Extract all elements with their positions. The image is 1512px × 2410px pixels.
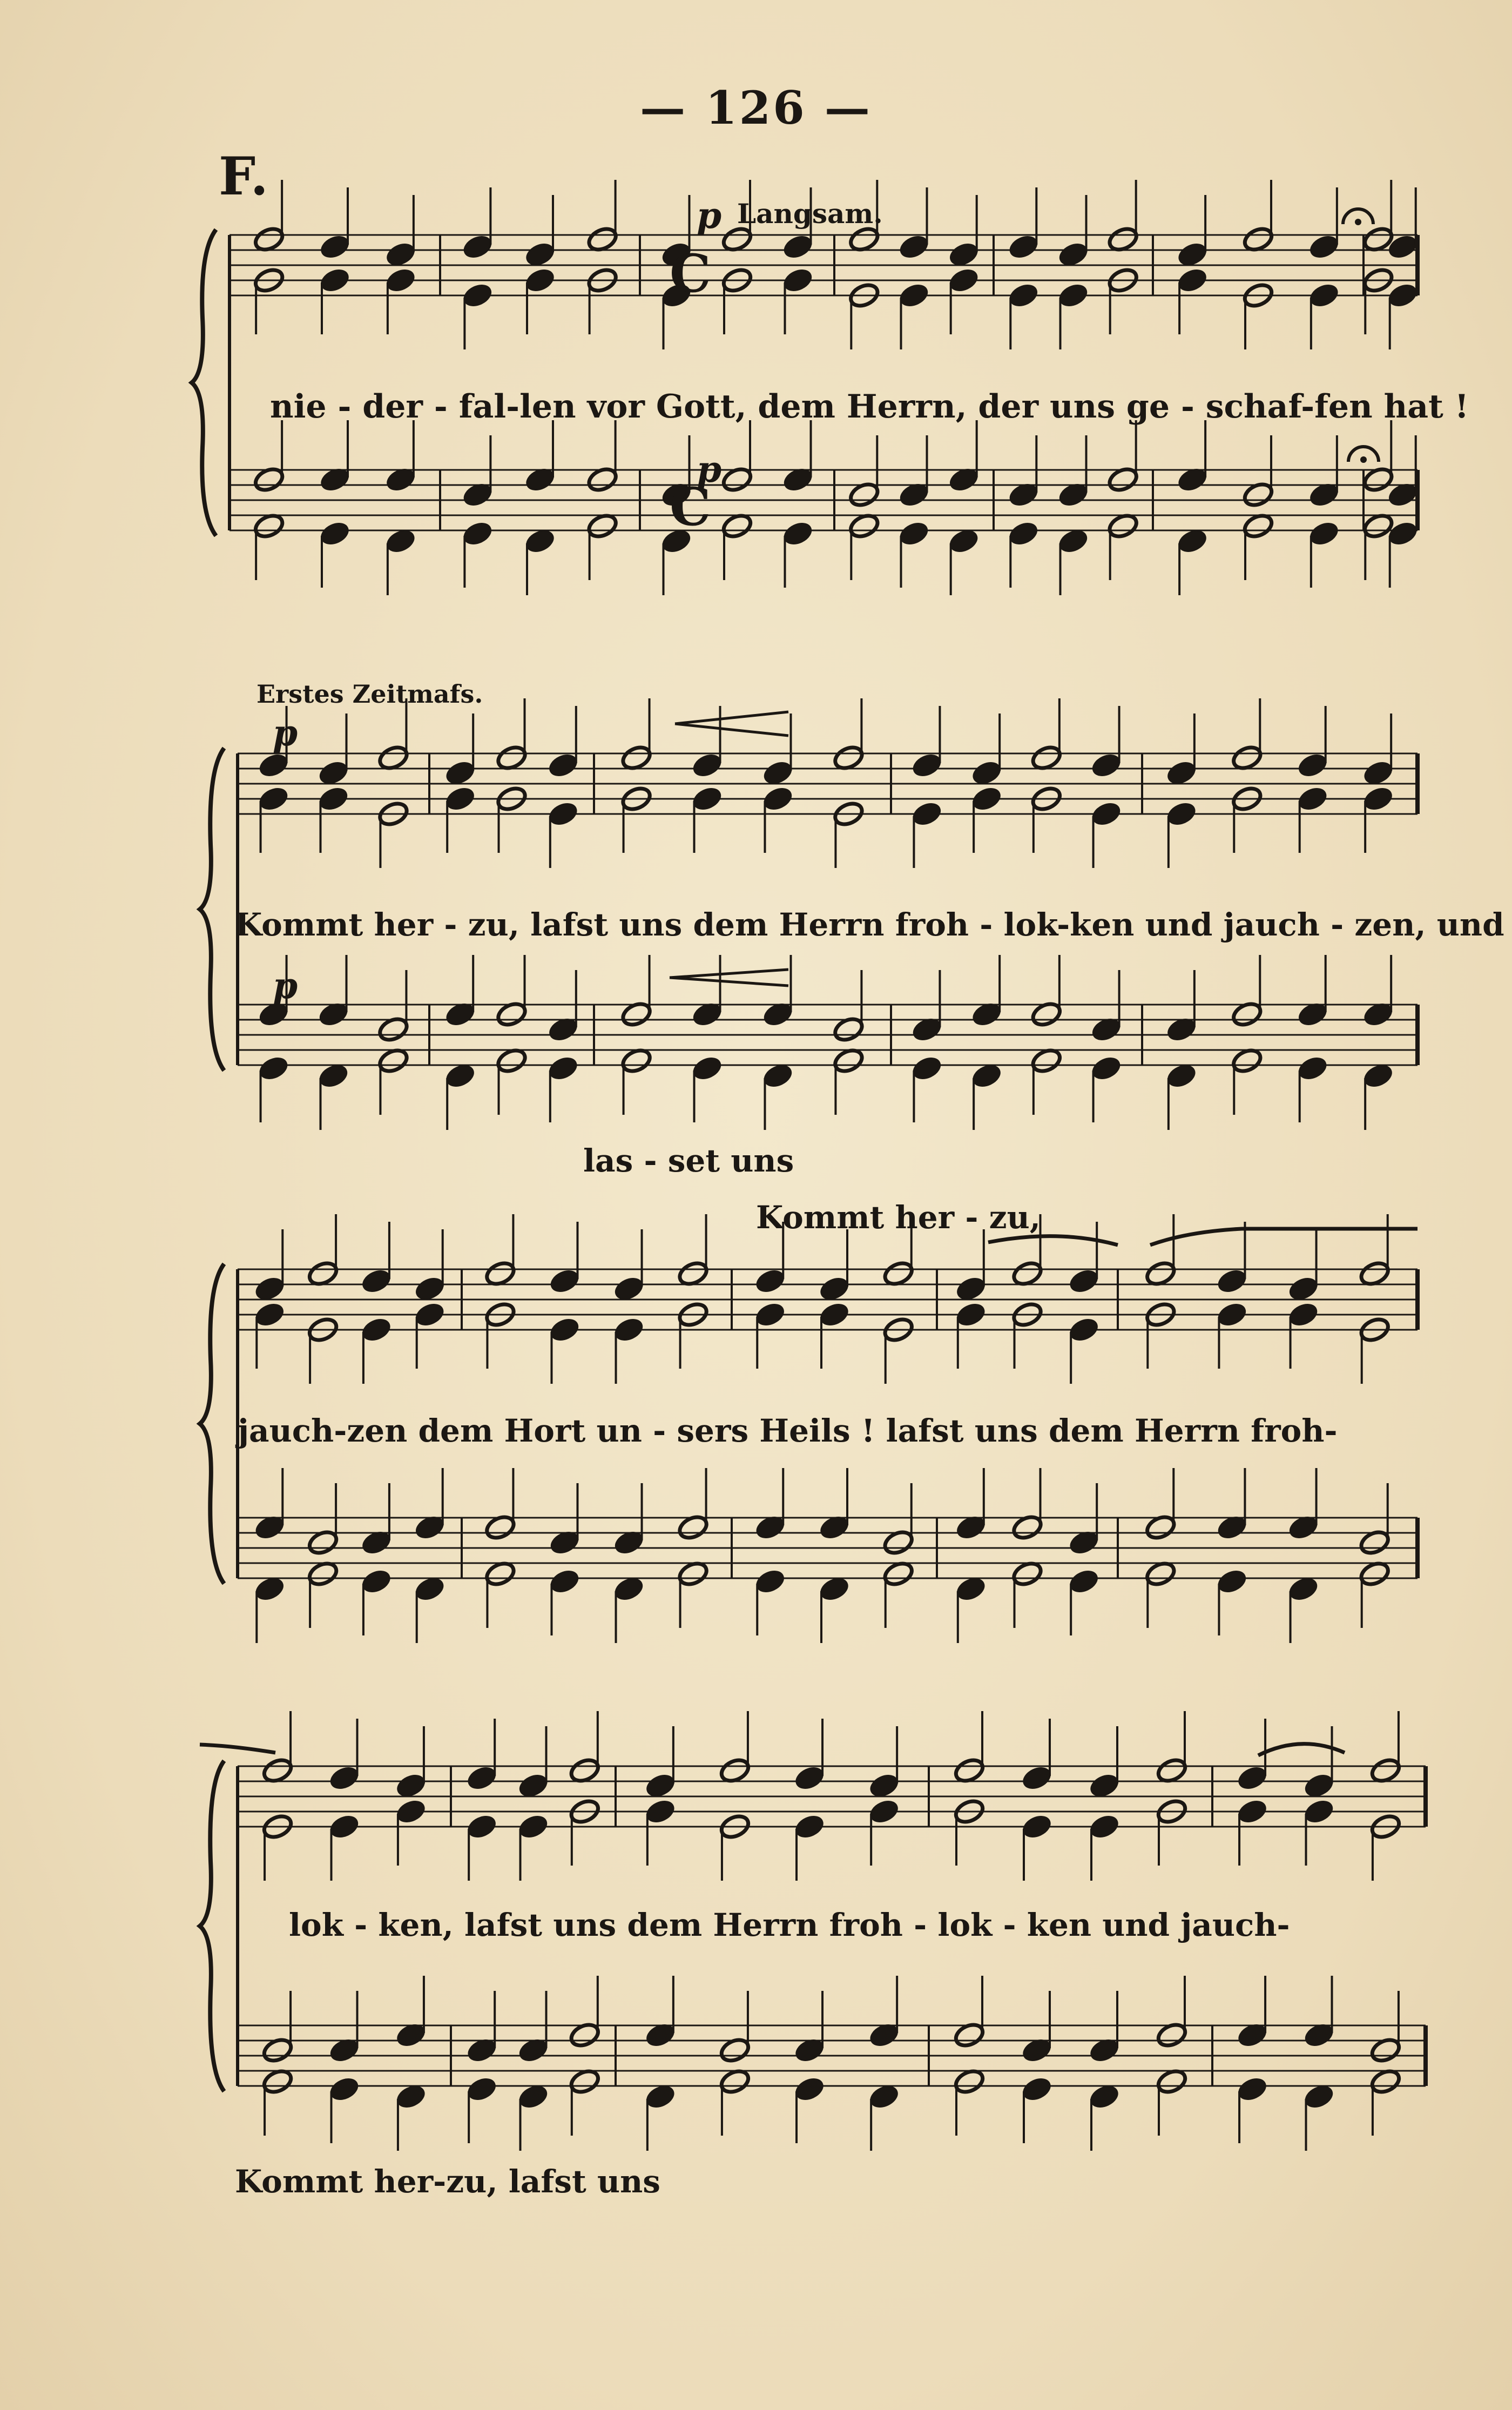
note-head bbox=[910, 800, 943, 829]
note-head bbox=[523, 527, 556, 556]
note-head bbox=[1057, 281, 1090, 310]
note-head bbox=[261, 1756, 294, 1785]
note-head bbox=[1011, 1560, 1044, 1588]
note-head bbox=[1236, 1764, 1268, 1793]
note-head bbox=[465, 1764, 498, 1793]
note-head bbox=[954, 1275, 987, 1303]
note-head bbox=[1020, 1764, 1053, 1793]
note-head bbox=[832, 1047, 865, 1075]
note-head bbox=[461, 520, 494, 548]
slur bbox=[988, 1236, 1118, 1245]
time-signature: C bbox=[670, 243, 711, 304]
note-head bbox=[1165, 759, 1198, 787]
note-head bbox=[253, 1575, 286, 1604]
note-head bbox=[947, 240, 980, 269]
note-head bbox=[718, 1756, 751, 1785]
note-head bbox=[848, 225, 881, 254]
note-head bbox=[1216, 1301, 1248, 1329]
note-head bbox=[612, 1316, 645, 1344]
note-head bbox=[1007, 233, 1040, 261]
system-brace bbox=[200, 748, 224, 1071]
note-head bbox=[1386, 281, 1419, 310]
note-head bbox=[761, 1062, 794, 1090]
note-head bbox=[1090, 800, 1123, 829]
note-head bbox=[1296, 785, 1329, 813]
lyrics-line: lok - ken, lafst uns dem Herrn froh - lok - ken und jauch- bbox=[289, 1907, 1290, 1943]
note-head bbox=[328, 1764, 361, 1793]
note-head bbox=[1361, 1062, 1394, 1090]
note-head bbox=[897, 281, 930, 310]
note-head bbox=[253, 1275, 286, 1303]
note-head bbox=[1287, 1575, 1320, 1604]
lyrics-line: Kommt her - zu, lafst uns dem Herrn froh - lok-ken und jauch - zen, und bbox=[235, 906, 1504, 943]
lyrics-line-lower: las - set uns bbox=[583, 1142, 794, 1179]
note-head bbox=[970, 759, 1003, 787]
note-head bbox=[568, 1756, 601, 1785]
note-head bbox=[1067, 1316, 1100, 1344]
note-head bbox=[954, 1301, 987, 1329]
note-head bbox=[484, 1260, 517, 1288]
note-head bbox=[947, 527, 980, 556]
dynamic-mark-lower: p bbox=[697, 448, 722, 490]
note-head bbox=[691, 751, 724, 780]
note-head bbox=[793, 1813, 826, 1841]
fermata-dot bbox=[1355, 219, 1361, 225]
note-head bbox=[781, 266, 814, 295]
note-head bbox=[612, 1275, 645, 1303]
note-head bbox=[832, 744, 865, 772]
note-head bbox=[1287, 1301, 1320, 1329]
note-head bbox=[465, 2075, 498, 2104]
note-head bbox=[1090, 751, 1123, 780]
note-head bbox=[257, 1054, 290, 1083]
tempo-marking: Erstes Zeitmafs. bbox=[256, 679, 483, 709]
note-head bbox=[1236, 2075, 1268, 2104]
note-head bbox=[586, 225, 619, 254]
note-head bbox=[1144, 1260, 1177, 1288]
note-head bbox=[1302, 1798, 1335, 1826]
note-head bbox=[318, 520, 351, 548]
note-head bbox=[461, 281, 494, 310]
note-head bbox=[377, 744, 410, 772]
note-head bbox=[1088, 1813, 1120, 1841]
note-head bbox=[1216, 1567, 1248, 1596]
note-head bbox=[1361, 759, 1394, 787]
note-head bbox=[867, 1798, 900, 1826]
note-head bbox=[1144, 1560, 1177, 1588]
note-head bbox=[1307, 233, 1340, 261]
note-head bbox=[384, 527, 417, 556]
system-brace bbox=[200, 1264, 224, 1584]
note-head bbox=[1057, 240, 1090, 269]
note-head bbox=[484, 1560, 517, 1588]
note-head bbox=[1090, 1054, 1123, 1083]
note-head bbox=[953, 1756, 986, 1785]
note-head bbox=[1369, 1756, 1402, 1785]
note-head bbox=[360, 1567, 393, 1596]
note-head bbox=[1165, 800, 1198, 829]
note-head bbox=[1302, 1772, 1335, 1800]
note-head bbox=[1231, 1047, 1264, 1075]
note-head bbox=[620, 1047, 653, 1075]
note-head bbox=[781, 520, 814, 548]
note-head bbox=[377, 1047, 410, 1075]
note-head bbox=[953, 2068, 986, 2096]
note-head bbox=[1007, 520, 1040, 548]
note-head bbox=[517, 1772, 550, 1800]
note-head bbox=[970, 785, 1003, 813]
note-head bbox=[1155, 2068, 1188, 2096]
note-head bbox=[818, 1575, 850, 1604]
note-head bbox=[461, 233, 494, 261]
note-head bbox=[1057, 527, 1090, 556]
note-head bbox=[754, 1567, 787, 1596]
note-head bbox=[793, 1764, 826, 1793]
note-head bbox=[317, 1062, 350, 1090]
note-head bbox=[318, 266, 351, 295]
note-head bbox=[882, 1260, 915, 1288]
tempo-marking: Langsam. bbox=[737, 198, 883, 230]
note-head bbox=[548, 1267, 581, 1296]
note-head bbox=[1020, 1813, 1053, 1841]
note-head bbox=[947, 266, 980, 295]
note-head bbox=[677, 1260, 710, 1288]
note-head bbox=[1307, 520, 1340, 548]
note-head bbox=[867, 1772, 900, 1800]
note-head bbox=[761, 759, 794, 787]
note-head bbox=[1358, 1560, 1391, 1588]
note-head bbox=[1030, 1047, 1063, 1075]
note-head bbox=[910, 1054, 943, 1083]
note-head bbox=[1106, 225, 1139, 254]
note-head bbox=[252, 225, 285, 254]
note-head bbox=[1067, 1267, 1100, 1296]
note-head bbox=[1067, 1567, 1100, 1596]
note-head bbox=[720, 225, 753, 254]
note-head bbox=[691, 1054, 724, 1083]
lyrics-line: nie - der - fal-len vor Gott, dem Herrn, der uns ge - schaf-fen hat ! bbox=[270, 388, 1469, 426]
note-head bbox=[1296, 751, 1329, 780]
slur bbox=[200, 1745, 275, 1753]
note-head bbox=[394, 2083, 427, 2111]
note-head bbox=[867, 2083, 900, 2111]
page-number: — 126 — bbox=[640, 81, 872, 134]
note-head bbox=[317, 785, 350, 813]
note-head bbox=[1011, 1260, 1044, 1288]
system-brace bbox=[200, 1761, 224, 2091]
note-head bbox=[970, 1062, 1003, 1090]
note-head bbox=[897, 520, 930, 548]
note-head bbox=[568, 2068, 601, 2096]
note-head bbox=[384, 266, 417, 295]
note-head bbox=[394, 1798, 427, 1826]
note-head bbox=[720, 512, 753, 541]
note-head bbox=[548, 1567, 581, 1596]
note-head bbox=[317, 759, 350, 787]
note-head bbox=[360, 1267, 393, 1296]
note-head bbox=[691, 785, 724, 813]
note-head bbox=[644, 1798, 677, 1826]
crescendo-hairpin bbox=[675, 712, 788, 736]
note-head bbox=[677, 1560, 710, 1588]
note-head bbox=[523, 240, 556, 269]
note-head bbox=[761, 785, 794, 813]
lyrics-line-lower: Kommt her-zu, lafst uns bbox=[235, 2163, 660, 2200]
note-head bbox=[394, 1772, 427, 1800]
note-head bbox=[781, 233, 814, 261]
note-head bbox=[1088, 1772, 1120, 1800]
note-head bbox=[882, 1560, 915, 1588]
note-head bbox=[495, 744, 528, 772]
note-head bbox=[252, 512, 285, 541]
note-head bbox=[818, 1301, 850, 1329]
note-head bbox=[261, 2068, 294, 2096]
note-head bbox=[1241, 225, 1274, 254]
crescendo-hairpin bbox=[670, 970, 788, 986]
note-head bbox=[413, 1575, 446, 1604]
note-head bbox=[612, 1575, 645, 1604]
dynamic-mark-upper: p bbox=[697, 194, 722, 237]
note-head bbox=[1236, 1798, 1268, 1826]
note-head bbox=[793, 2075, 826, 2104]
note-head bbox=[257, 785, 290, 813]
note-head bbox=[910, 751, 943, 780]
note-head bbox=[384, 240, 417, 269]
note-head bbox=[1165, 1062, 1198, 1090]
dynamic-mark-upper: p bbox=[273, 712, 298, 754]
note-head bbox=[954, 1575, 987, 1604]
note-head bbox=[1287, 1275, 1320, 1303]
note-head bbox=[897, 233, 930, 261]
note-head bbox=[253, 1301, 286, 1329]
note-head bbox=[328, 1813, 361, 1841]
section-letter: F. bbox=[219, 146, 268, 207]
note-head bbox=[465, 1813, 498, 1841]
note-head bbox=[517, 1813, 550, 1841]
note-head bbox=[1307, 281, 1340, 310]
note-head bbox=[306, 1560, 339, 1588]
note-head bbox=[546, 800, 579, 829]
note-head bbox=[1007, 281, 1040, 310]
note-head bbox=[586, 512, 619, 541]
note-head bbox=[443, 1062, 476, 1090]
time-signature: C bbox=[670, 476, 711, 537]
note-head bbox=[1358, 1260, 1391, 1288]
note-head bbox=[1302, 2083, 1335, 2111]
note-head bbox=[548, 1316, 581, 1344]
system-brace bbox=[192, 230, 216, 536]
note-head bbox=[1030, 744, 1063, 772]
dynamic-mark-lower: p bbox=[273, 965, 298, 1007]
note-head bbox=[848, 512, 881, 541]
note-head bbox=[718, 2068, 751, 2096]
note-head bbox=[495, 1047, 528, 1075]
note-head bbox=[1369, 2068, 1402, 2096]
lyrics-line-upper: Kommt her - zu, bbox=[756, 1199, 1041, 1236]
note-head bbox=[1088, 2083, 1120, 2111]
note-head bbox=[1216, 1267, 1248, 1296]
note-head bbox=[620, 744, 653, 772]
note-head bbox=[523, 266, 556, 295]
note-head bbox=[754, 1301, 787, 1329]
note-head bbox=[1176, 266, 1209, 295]
note-head bbox=[1020, 2075, 1053, 2104]
note-head bbox=[1155, 1756, 1188, 1785]
note-head bbox=[1176, 240, 1209, 269]
note-head bbox=[328, 2075, 361, 2104]
note-head bbox=[818, 1275, 850, 1303]
note-head bbox=[443, 785, 476, 813]
note-head bbox=[1231, 744, 1264, 772]
note-head bbox=[306, 1260, 339, 1288]
note-head bbox=[644, 1772, 677, 1800]
note-head bbox=[413, 1301, 446, 1329]
note-head bbox=[517, 2083, 550, 2111]
note-head bbox=[546, 751, 579, 780]
note-head bbox=[443, 759, 476, 787]
note-head bbox=[1176, 527, 1209, 556]
lyrics-line: jauch-zen dem Hort un - sers Heils ! lafst uns dem Herrn froh- bbox=[238, 1412, 1338, 1449]
note-head bbox=[1106, 512, 1139, 541]
note-head bbox=[1296, 1054, 1329, 1083]
note-head bbox=[257, 751, 290, 780]
note-head bbox=[1241, 512, 1274, 541]
note-head bbox=[546, 1054, 579, 1083]
note-head bbox=[1361, 785, 1394, 813]
note-head bbox=[318, 233, 351, 261]
slur bbox=[1150, 1229, 1418, 1245]
note-head bbox=[754, 1267, 787, 1296]
note-head bbox=[644, 2083, 677, 2111]
fermata-dot bbox=[1360, 456, 1367, 463]
note-head bbox=[413, 1275, 446, 1303]
note-head bbox=[360, 1316, 393, 1344]
